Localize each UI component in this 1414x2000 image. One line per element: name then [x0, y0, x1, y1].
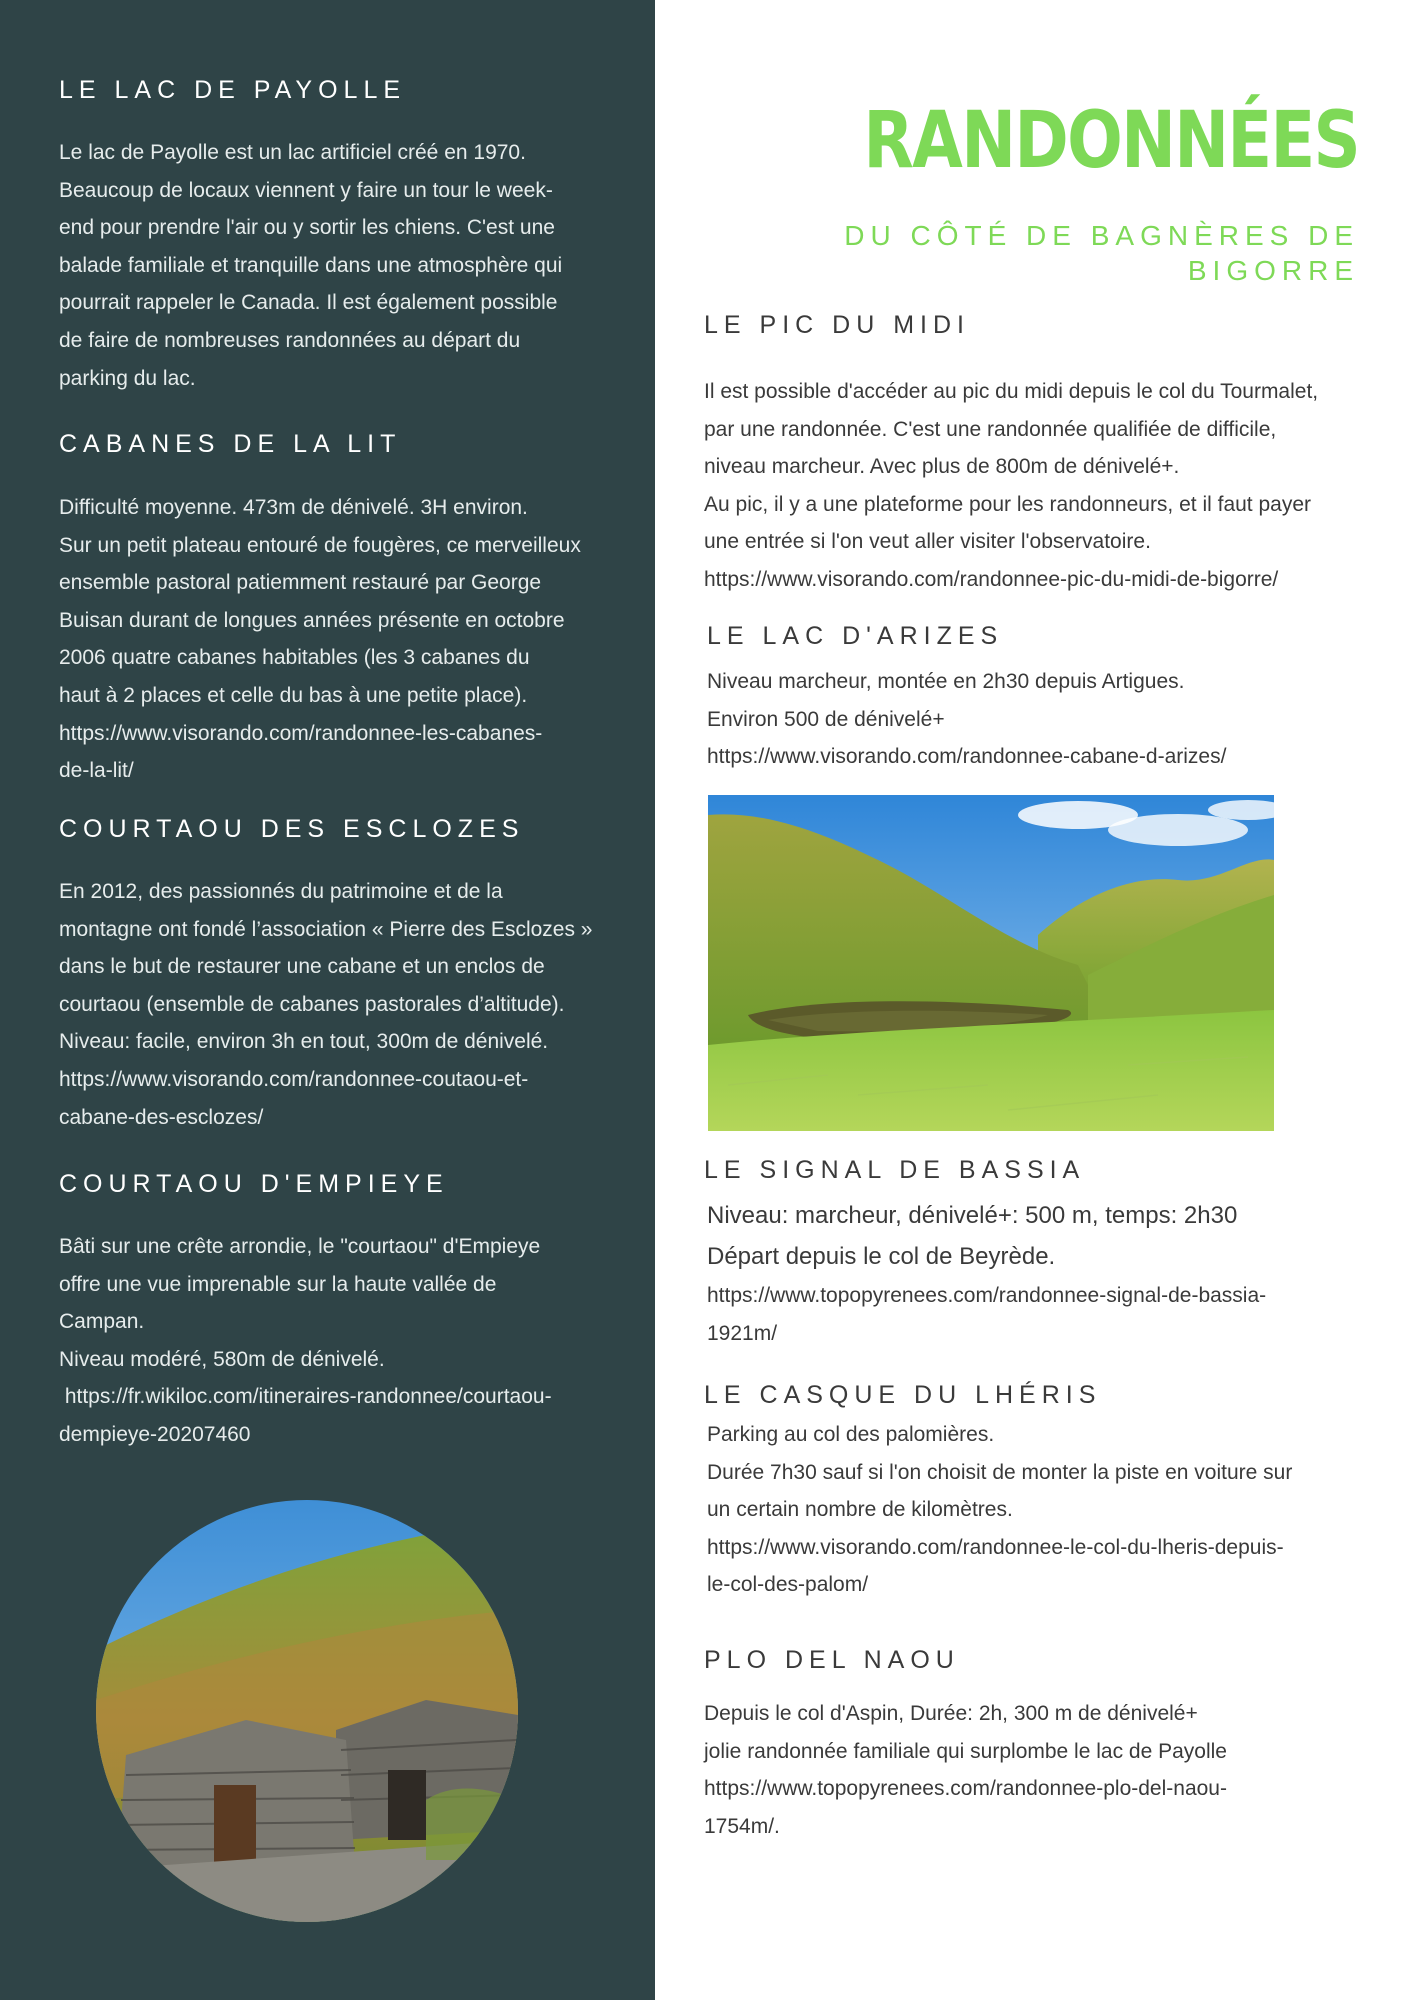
section-body [59, 134, 562, 397]
text-line: Au pic, il y a une plateforme pour les randonneurs, et il faut payer [704, 492, 1312, 516]
section-pic-du-midi [704, 311, 1318, 599]
link-text[interactable]: https://www.visorando.com/randonnee-le-col-du-lheris-depuis- [707, 1535, 1284, 1559]
section-lac-de-payolle [59, 76, 562, 397]
link-text[interactable]: de-la-lit/ [59, 759, 134, 783]
section-heading: LE SIGNAL DE BASSIA [704, 1156, 1086, 1184]
text-line: pourrait rappeler le Canada. Il est également possible [59, 291, 558, 315]
page-subtitle [659, 218, 1359, 288]
text-line: balade familiale et tranquille dans une atmosphère qui [59, 253, 563, 277]
section-casque-du-lheris [704, 1381, 1292, 1604]
section-body [707, 663, 1226, 776]
text-line: end pour prendre l'air ou y sortir les chiens. C'est une [59, 216, 555, 240]
stone-huts-photo [96, 1500, 518, 1922]
section-plo-del-naou [704, 1646, 1227, 1845]
text-line: parking du lac. [59, 366, 196, 390]
section-body [59, 489, 581, 790]
link-text[interactable]: dempieye-20207460 [59, 1422, 251, 1446]
text-line: jolie randonnée familiale qui surplombe le lac de Payolle [704, 1739, 1227, 1763]
text-line: Beaucoup de locaux viennent y faire un tour le week- [59, 178, 553, 202]
text-line: Sur un petit plateau entouré de fougères, ce merveilleux [59, 533, 581, 557]
section-body [707, 1416, 1292, 1604]
section-cabanes-de-la-lit [59, 430, 581, 790]
section-courtaou-des-esclozes [59, 815, 592, 1136]
section-courtaou-dempieye [59, 1170, 552, 1454]
subtitle-line: BIGORRE [1187, 255, 1359, 286]
text-line: dans le but de restaurer une cabane et un enclos de [59, 955, 545, 979]
section-heading: CABANES DE LA LIT [59, 430, 402, 458]
lake-arizes-photo [708, 795, 1274, 1131]
text-line: Buisan durant de longues années présente en octobre [59, 608, 565, 632]
link-text[interactable]: 1754m/. [704, 1814, 780, 1838]
text-line: de faire de nombreuses randonnées au départ du [59, 328, 521, 352]
text-line: Départ depuis le col de Beyrède. [707, 1243, 1056, 1270]
text-line: Parking au col des palomières. [707, 1423, 995, 1446]
text-line: haut à 2 places et celle du bas à une petite place). [59, 683, 528, 707]
section-heading: LE LAC D'ARIZES [707, 622, 1004, 650]
text-line: Il est possible d'accéder au pic du midi depuis le col du Tourmalet, [704, 380, 1319, 403]
text-line: En 2012, des passionnés du patrimoine et de la [59, 880, 503, 903]
section-lac-darizes [707, 622, 1226, 776]
section-heading: COURTAOU D'EMPIEYE [59, 1170, 449, 1198]
text-line: 2006 quatre cabanes habitables (les 3 cabanes du [59, 646, 530, 670]
link-text[interactable]: https://www.visorando.com/randonnee-cabane-d-arizes/ [707, 745, 1227, 769]
link-text[interactable]: https://www.topopyrenees.com/randonnee-signal-de-bassia- [707, 1284, 1267, 1307]
text-line: ensemble pastoral patiemment restauré par George [59, 571, 542, 595]
text-line: par une randonnée. C'est une randonnée qualifiée de difficile, [704, 417, 1277, 441]
link-text[interactable]: cabane-des-esclozes/ [59, 1105, 264, 1129]
text-line: courtaou (ensemble de cabanes pastorales d’altitude). [59, 992, 565, 1016]
text-line: offre une vue imprenable sur la haute vallée de [59, 1272, 497, 1296]
text-line: une entrée si l'on veut aller visiter l'observatoire. [704, 530, 1151, 554]
text-line: Environ 500 de dénivelé+ [707, 707, 945, 731]
section-body [59, 873, 592, 1136]
link-text[interactable]: le-col-des-palom/ [707, 1573, 869, 1597]
text-line: niveau marcheur. Avec plus de 800m de dénivelé+. [704, 455, 1180, 479]
link-text[interactable]: https://www.visorando.com/randonnee-les-cabanes- [59, 721, 543, 745]
link-text[interactable]: https://www.visorando.com/randonnee-pic-du-midi-de-bigorre/ [704, 567, 1279, 591]
section-heading: LE LAC DE PAYOLLE [59, 76, 407, 104]
page-title: RANDONNÉES [863, 96, 1359, 186]
text-line: Campan. [59, 1310, 145, 1334]
text-line: un certain nombre de kilomètres. [707, 1498, 1013, 1522]
subtitle-line: DU CÔTÉ DE BAGNÈRES DE [844, 220, 1359, 251]
text-line: Le lac de Payolle est un lac artificiel créé en 1970. [59, 141, 526, 164]
text-line: Durée 7h30 sauf si l'on choisit de monter la piste en voiture sur [707, 1460, 1293, 1484]
link-block [707, 1277, 1266, 1352]
text-line: Depuis le col d'Aspin, Durée: 2h, 300 m de dénivelé+ [704, 1702, 1198, 1725]
section-body [707, 1195, 1266, 1352]
text-line: Niveau modéré, 580m de dénivelé. [59, 1347, 385, 1371]
link-text[interactable]: https://www.visorando.com/randonnee-coutaou-et- [59, 1067, 529, 1091]
section-heading: LE CASQUE DU LHÉRIS [704, 1381, 1102, 1409]
link-text[interactable]: https://fr.wikiloc.com/itineraires-randonnee/courtaou- [59, 1385, 552, 1409]
text-line: Niveau: facile, environ 3h en tout, 300m de dénivelé. [59, 1030, 549, 1054]
link-text[interactable]: https://www.topopyrenees.com/randonnee-plo-del-naou- [704, 1777, 1227, 1801]
section-signal-de-bassia [704, 1156, 1266, 1352]
section-heading: COURTAOU DES ESCLOZES [59, 815, 525, 843]
section-body [59, 1228, 552, 1454]
section-body [704, 1695, 1227, 1845]
text-line: montagne ont fondé l’association « Pierre des Esclozes » [59, 917, 593, 941]
text-line: Difficulté moyenne. 473m de dénivelé. 3H environ. [59, 496, 528, 519]
text-line: Niveau marcheur, montée en 2h30 depuis Artigues. [707, 670, 1185, 693]
text-line: Bâti sur une crête arrondie, le "courtaou" d'Empieye [59, 1235, 541, 1258]
section-body [704, 373, 1318, 599]
section-heading: PLO DEL NAOU [704, 1646, 960, 1674]
text-line: Niveau: marcheur, dénivelé+: 500 m, temps: 2h30 [707, 1202, 1238, 1229]
section-heading: LE PIC DU MIDI [704, 311, 970, 339]
left-column [0, 0, 655, 2000]
link-text[interactable]: 1921m/ [707, 1321, 778, 1345]
